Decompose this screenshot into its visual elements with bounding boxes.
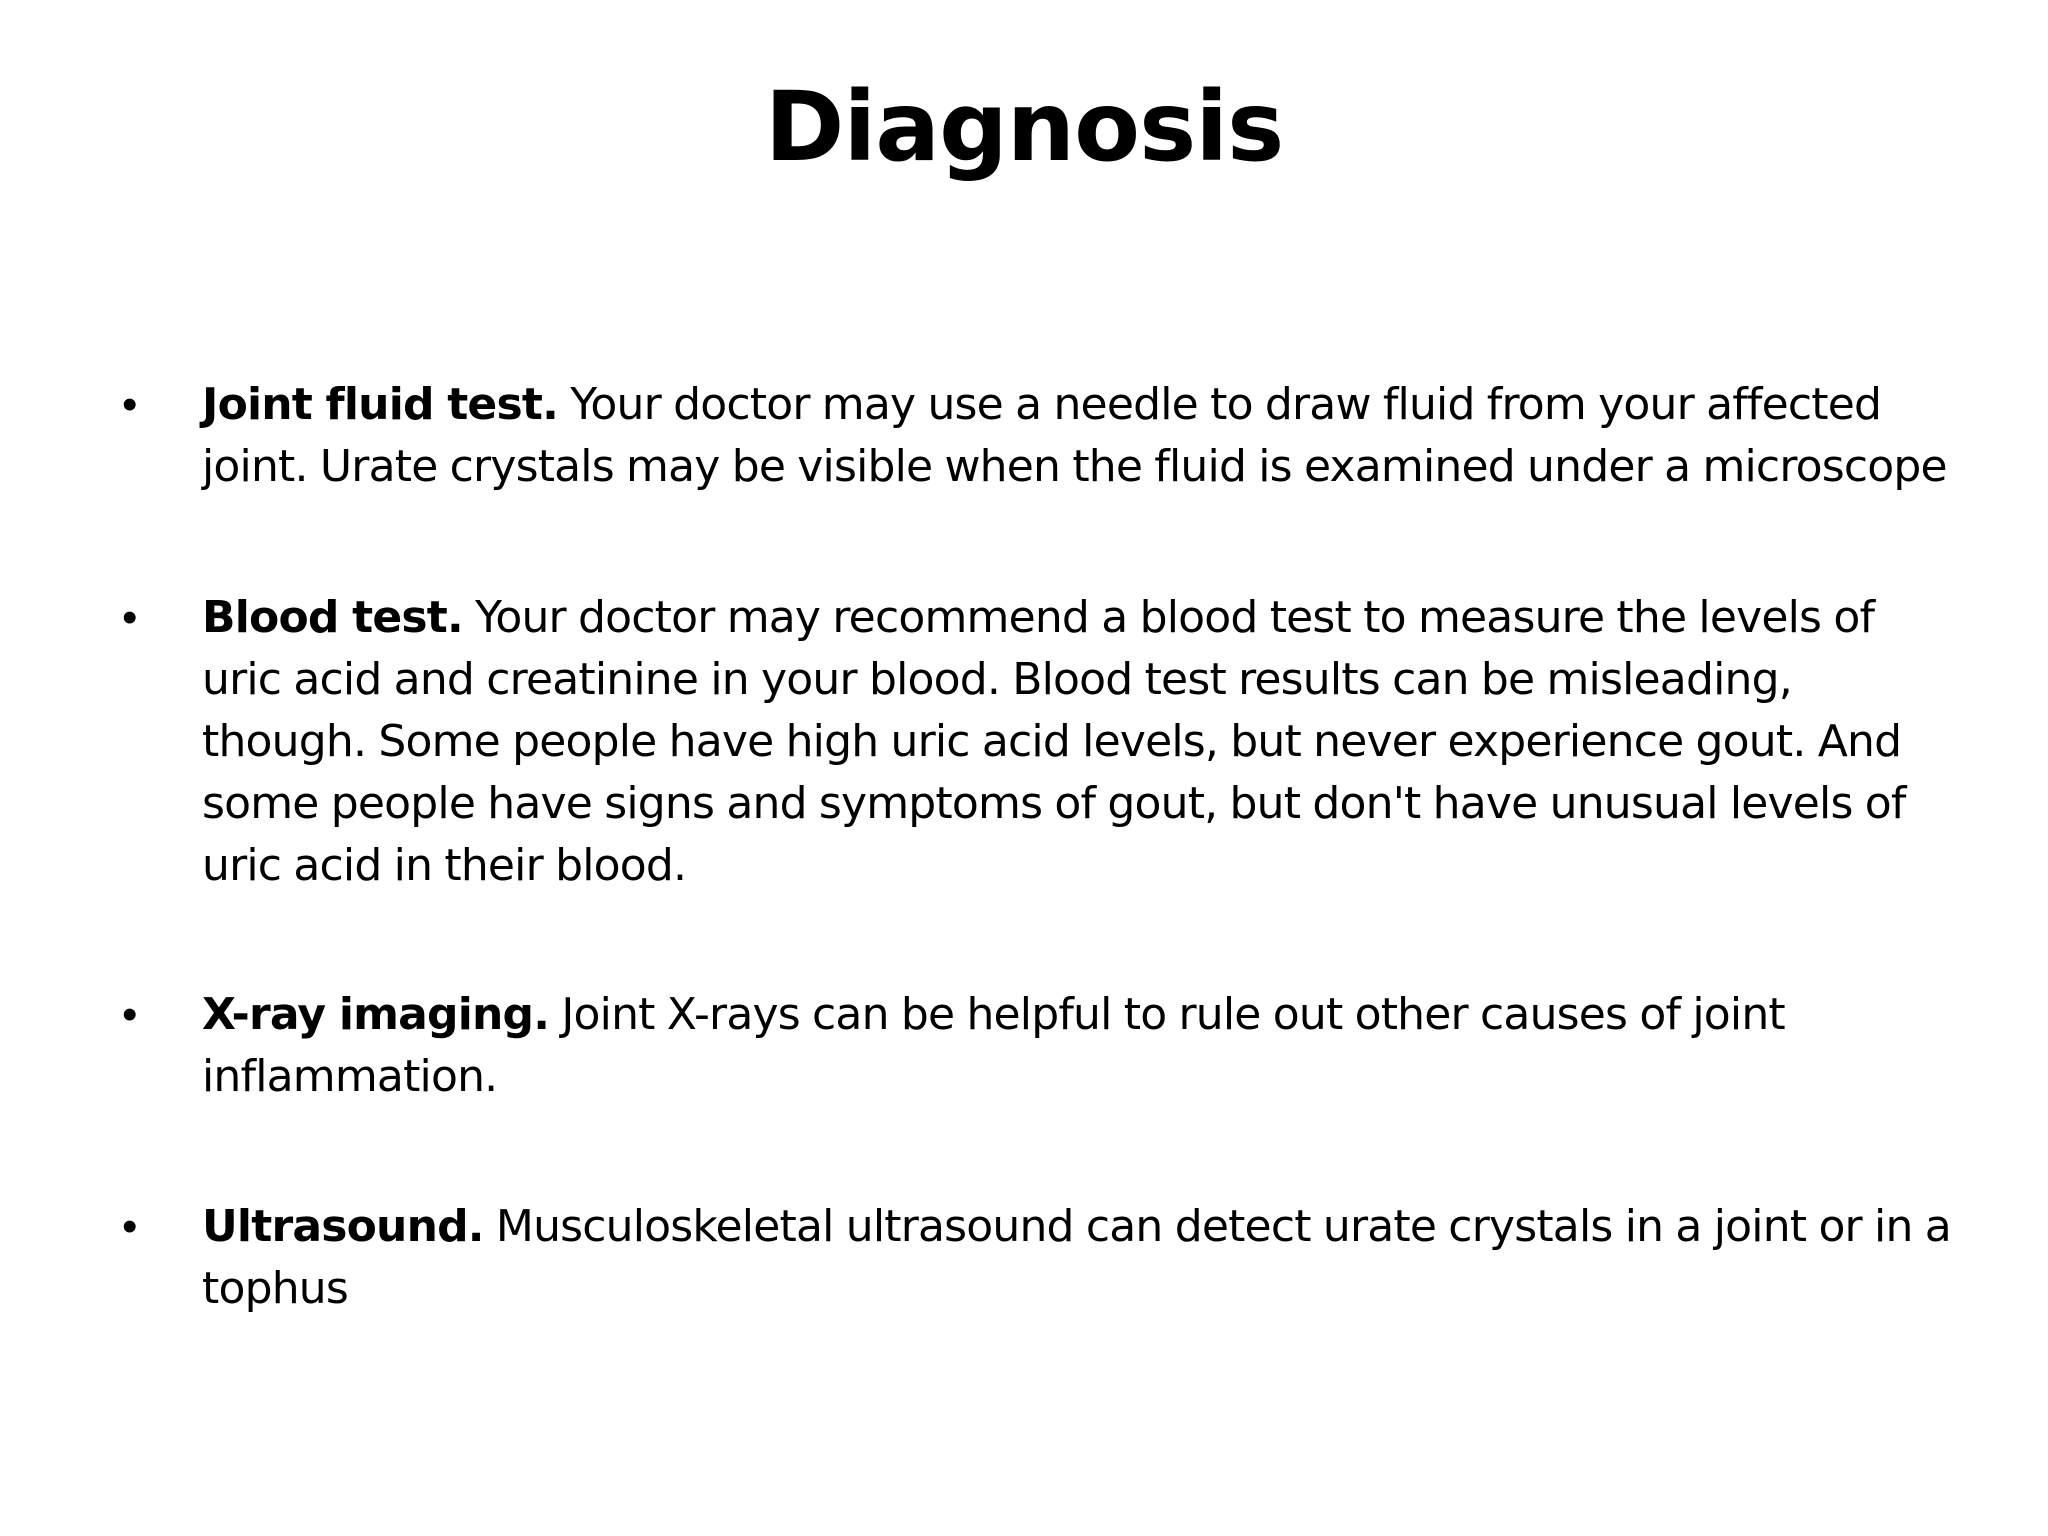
bullet-dot-icon: • <box>122 380 138 429</box>
slide-title: Diagnosis <box>764 71 1284 183</box>
bullet-text <box>202 374 1962 498</box>
bullet-body: Musculoskeletal ultrasound can detect urate crystals in a joint or in a tophus <box>202 1201 1951 1314</box>
bullet-lead: Joint fluid test. <box>202 379 559 430</box>
bullet-dot-icon: • <box>122 990 138 1039</box>
bullet-body: Your doctor may use a needle to draw fluid from your affected joint. Urate crystals may be visible when the fluid is examined under a microscope <box>202 379 1947 492</box>
bullet-lead: Ultrasound. <box>202 1201 484 1252</box>
bullet-dot-icon: • <box>122 1202 138 1251</box>
bullet-dot-icon: • <box>122 593 138 642</box>
bullet-lead: X-ray imaging. <box>202 989 550 1040</box>
bullet-text <box>202 984 1962 1108</box>
bullet-lead: Blood test. <box>202 592 463 643</box>
bullet-text <box>202 1196 1962 1320</box>
bullet-body: Your doctor may recommend a blood test to measure the levels of uric acid and creatinine in your blood. Blood test results can be misleading, though. Some people have high uric acid levels, but never experience gout. And some people have signs and symptoms of gout, but don't have unusual levels of uric acid in their blood. <box>202 592 1906 891</box>
bullet-text <box>202 587 1962 897</box>
bullet-body: Joint X-rays can be helpful to rule out other causes of joint inflammation. <box>202 989 1785 1102</box>
